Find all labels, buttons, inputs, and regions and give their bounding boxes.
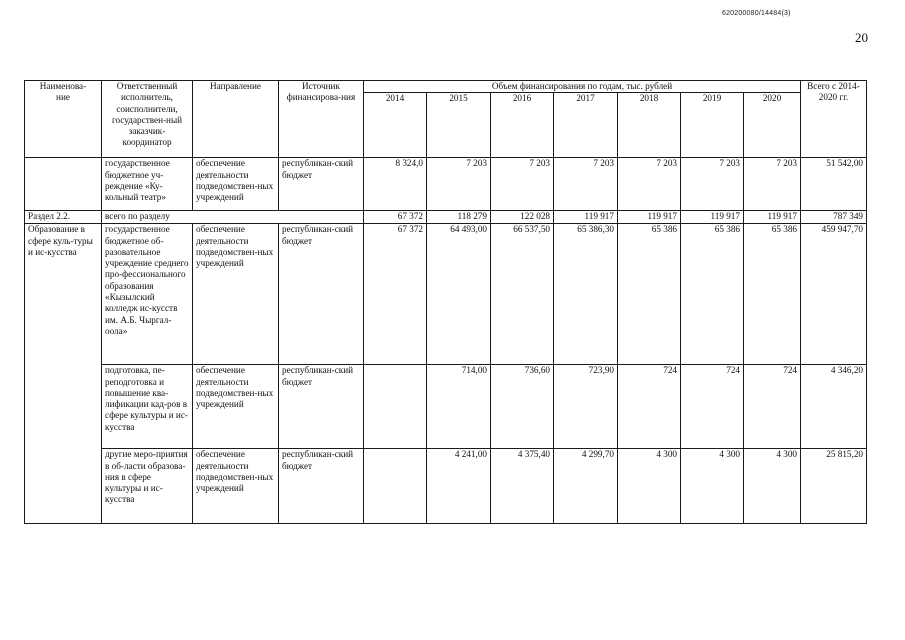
value-2016: 4 375,40: [491, 449, 554, 524]
value-2019: 119 917: [681, 211, 744, 224]
header-year: 2018: [618, 93, 681, 158]
direction-cell: обеспечение деятельности подведомствен-ных учреждений: [193, 158, 279, 211]
value-2020: 65 386: [744, 224, 801, 365]
value-2018: 7 203: [618, 158, 681, 211]
executor-cell: государственное бюджетное уч-реждение «Ку-кольный театр»: [102, 158, 193, 211]
header-executor: Ответственный исполнитель, соисполнители, государствен-ный заказчик-координатор: [102, 81, 193, 158]
header-name: Наименова- ние: [25, 81, 102, 158]
header-year: 2014: [364, 93, 427, 158]
value-2018: 724: [618, 365, 681, 449]
header-source: Источник финансирова-ния: [279, 81, 364, 158]
table-row: [25, 365, 867, 449]
section-number: Раздел 2.2.: [25, 211, 102, 224]
value-2017: 4 299,70: [554, 449, 618, 524]
section-total-row: [25, 211, 867, 224]
table-row: [25, 449, 867, 524]
source-cell: республикан-ский бюджет: [279, 365, 364, 449]
value-2016: 66 537,50: [491, 224, 554, 365]
value-2014: 67 372: [364, 211, 427, 224]
value-2015: 714,00: [427, 365, 491, 449]
header-year: 2019: [681, 93, 744, 158]
direction-cell: обеспечение деятельности подведомствен-ных учреждений: [193, 365, 279, 449]
value-2015: 118 279: [427, 211, 491, 224]
value-2014: [364, 365, 427, 449]
value-2015: 4 241,00: [427, 449, 491, 524]
value-2014: 8 324,0: [364, 158, 427, 211]
value-2015: 64 493,00: [427, 224, 491, 365]
page-number: 20: [855, 30, 868, 45]
header-funding: Объем финансирования по годам, тыс. рублей: [364, 81, 801, 93]
executor-cell: государственное бюджетное об-разовательное учреждение среднего про-фессионального образования «Кызылский колледж ис-кусств им. А.Б. Чыргал-оола»: [102, 224, 193, 365]
value-2020: 119 917: [744, 211, 801, 224]
value-2018: 4 300: [618, 449, 681, 524]
value-2017: 119 917: [554, 211, 618, 224]
value-2019: 7 203: [681, 158, 744, 211]
table-row: [25, 158, 867, 211]
total-cell: 25 815,20: [801, 449, 867, 524]
direction-cell: обеспечение деятельности подведомствен-ных учреждений: [193, 449, 279, 524]
source-cell: республикан-ский бюджет: [279, 224, 364, 365]
value-2016: 736,60: [491, 365, 554, 449]
total-cell: 459 947,70: [801, 224, 867, 365]
value-2017: 723,90: [554, 365, 618, 449]
section-label: всего по разделу: [102, 211, 364, 224]
header-total: Всего с 2014-2020 гг.: [801, 81, 867, 158]
source-cell: республикан-ский бюджет: [279, 158, 364, 211]
value-2017: 7 203: [554, 158, 618, 211]
source-cell: республикан-ский бюджет: [279, 449, 364, 524]
value-2020: 7 203: [744, 158, 801, 211]
value-2014: [364, 449, 427, 524]
header-year: 2015: [427, 93, 491, 158]
header-row-1: [25, 81, 867, 93]
name-cell-empty: [25, 158, 102, 211]
header-year: 2017: [554, 93, 618, 158]
value-2016: 7 203: [491, 158, 554, 211]
value-2019: 724: [681, 365, 744, 449]
header-year: 2016: [491, 93, 554, 158]
total-cell: 787 349: [801, 211, 867, 224]
document-id: 620200080/14484(3): [722, 10, 791, 17]
total-cell: 51 542,00: [801, 158, 867, 211]
executor-cell: подготовка, пе-реподготовка и повышение ква-лификации кад-ров в сфере культуры и ис-кусства: [102, 365, 193, 449]
header-year: 2020: [744, 93, 801, 158]
funding-table: [24, 80, 867, 524]
total-cell: 4 346,20: [801, 365, 867, 449]
value-2020: 724: [744, 365, 801, 449]
value-2019: 4 300: [681, 449, 744, 524]
header-direction: Направление: [193, 81, 279, 158]
direction-cell: обеспечение деятельности подведомствен-ных учреждений: [193, 224, 279, 365]
executor-cell: другие меро-приятия в об-ласти образова-ния в сфере культуры и ис-кусства: [102, 449, 193, 524]
value-2017: 65 386,30: [554, 224, 618, 365]
value-2018: 65 386: [618, 224, 681, 365]
value-2018: 119 917: [618, 211, 681, 224]
name-cell: Образование в сфере куль-туры и ис-кусства: [25, 224, 102, 524]
value-2014: 67 372: [364, 224, 427, 365]
value-2015: 7 203: [427, 158, 491, 211]
value-2019: 65 386: [681, 224, 744, 365]
value-2016: 122 028: [491, 211, 554, 224]
value-2020: 4 300: [744, 449, 801, 524]
table-row: [25, 224, 867, 365]
